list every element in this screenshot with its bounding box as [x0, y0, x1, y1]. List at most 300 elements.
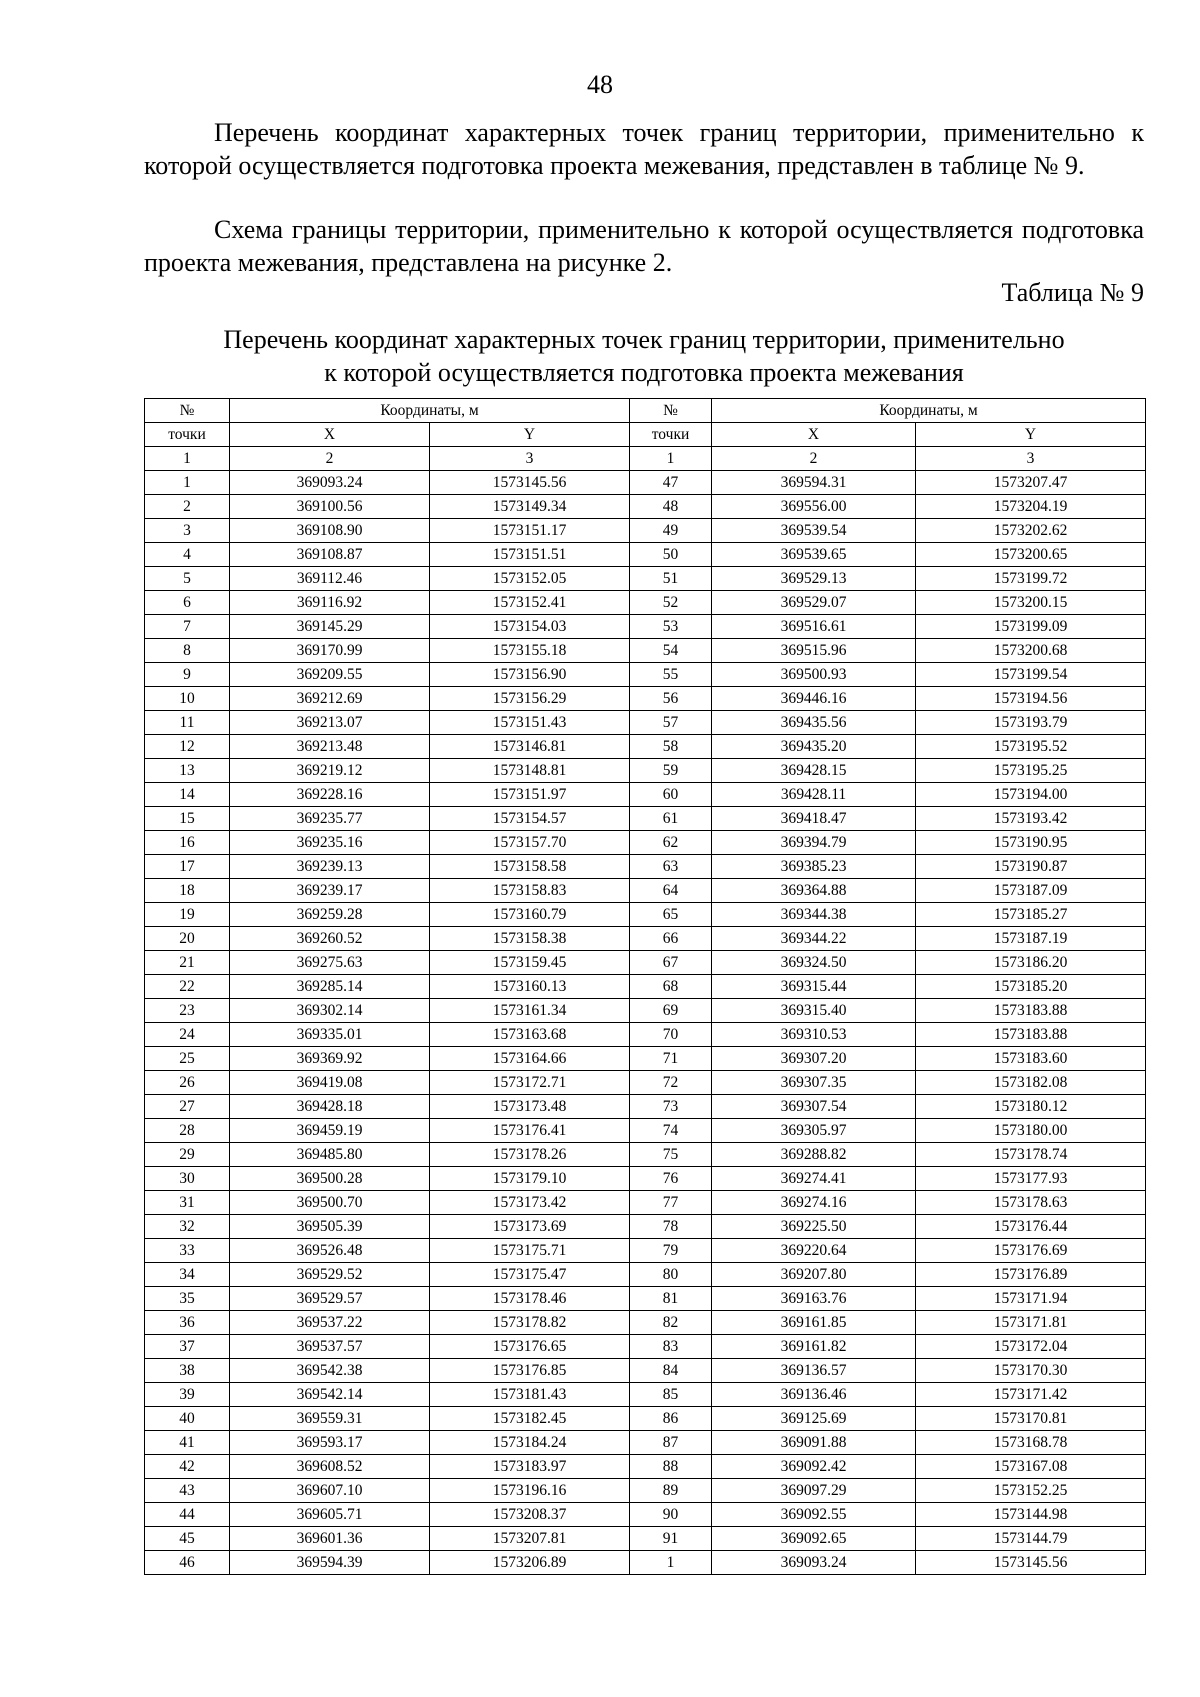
point-number-cell: 85: [630, 1383, 712, 1407]
x-coordinate-cell: 369116.92: [230, 591, 430, 615]
x-coordinate-cell: 369092.42: [712, 1455, 916, 1479]
x-coordinate-cell: 369213.07: [230, 711, 430, 735]
point-number-cell: 27: [145, 1095, 230, 1119]
x-coordinate-cell: 369161.82: [712, 1335, 916, 1359]
column-number-row: [145, 447, 1146, 471]
point-number-cell: 12: [145, 735, 230, 759]
table-row: [145, 1527, 1146, 1551]
x-coordinate-cell: 369594.39: [230, 1551, 430, 1575]
y-coordinate-cell: 1573175.71: [430, 1239, 630, 1263]
x-coordinate-cell: 369235.77: [230, 807, 430, 831]
point-number-cell: 79: [630, 1239, 712, 1263]
x-coordinate-cell: 369315.40: [712, 999, 916, 1023]
x-coordinate-cell: 369593.17: [230, 1431, 430, 1455]
y-coordinate-cell: 1573156.90: [430, 663, 630, 687]
point-number-cell: 16: [145, 831, 230, 855]
table-row: [145, 1095, 1146, 1119]
y-coordinate-cell: 1573195.25: [916, 759, 1146, 783]
point-number-cell: 80: [630, 1263, 712, 1287]
point-number-cell: 91: [630, 1527, 712, 1551]
point-number-cell: 67: [630, 951, 712, 975]
point-number-cell: 70: [630, 1023, 712, 1047]
x-coordinate-cell: 369539.54: [712, 519, 916, 543]
column-number: 3: [430, 447, 630, 471]
point-number-cell: 18: [145, 879, 230, 903]
table-row: [145, 1383, 1146, 1407]
table-row: [145, 1479, 1146, 1503]
point-number-cell: 15: [145, 807, 230, 831]
y-coordinate-cell: 1573154.57: [430, 807, 630, 831]
point-number-cell: 58: [630, 735, 712, 759]
y-coordinate-cell: 1573204.19: [916, 495, 1146, 519]
x-coordinate-cell: 369459.19: [230, 1119, 430, 1143]
header-row-top: [145, 399, 1146, 423]
table-row: [145, 1335, 1146, 1359]
x-coordinate-cell: 369275.63: [230, 951, 430, 975]
table-caption: [144, 323, 1144, 389]
y-coordinate-cell: 1573176.44: [916, 1215, 1146, 1239]
point-number-cell: 75: [630, 1143, 712, 1167]
point-number-cell: 3: [145, 519, 230, 543]
y-coordinate-cell: 1573158.83: [430, 879, 630, 903]
point-number-cell: 38: [145, 1359, 230, 1383]
x-coordinate-cell: 369485.80: [230, 1143, 430, 1167]
x-coordinate-cell: 369529.13: [712, 567, 916, 591]
table-row: [145, 975, 1146, 999]
y-coordinate-cell: 1573155.18: [430, 639, 630, 663]
y-coordinate-cell: 1573183.88: [916, 1023, 1146, 1047]
point-number-cell: 48: [630, 495, 712, 519]
table-row: [145, 759, 1146, 783]
header-y-right: Y: [916, 423, 1146, 447]
y-coordinate-cell: 1573207.47: [916, 471, 1146, 495]
point-number-cell: 31: [145, 1191, 230, 1215]
x-coordinate-cell: 369307.20: [712, 1047, 916, 1071]
x-coordinate-cell: 369428.15: [712, 759, 916, 783]
x-coordinate-cell: 369136.57: [712, 1359, 916, 1383]
point-number-cell: 49: [630, 519, 712, 543]
point-number-cell: 17: [145, 855, 230, 879]
point-number-cell: 8: [145, 639, 230, 663]
point-number-cell: 25: [145, 1047, 230, 1071]
x-coordinate-cell: 369235.16: [230, 831, 430, 855]
table-row: [145, 999, 1146, 1023]
x-coordinate-cell: 369288.82: [712, 1143, 916, 1167]
y-coordinate-cell: 1573159.45: [430, 951, 630, 975]
table-row: [145, 687, 1146, 711]
column-number: 1: [630, 447, 712, 471]
table-row: [145, 567, 1146, 591]
y-coordinate-cell: 1573180.12: [916, 1095, 1146, 1119]
table-label: Таблица № 9: [1001, 278, 1144, 307]
table-row: [145, 1119, 1146, 1143]
x-coordinate-cell: 369145.29: [230, 615, 430, 639]
x-coordinate-cell: 369428.11: [712, 783, 916, 807]
x-coordinate-cell: 369556.00: [712, 495, 916, 519]
point-number-cell: 73: [630, 1095, 712, 1119]
point-number-cell: 24: [145, 1023, 230, 1047]
y-coordinate-cell: 1573172.71: [430, 1071, 630, 1095]
point-number-cell: 71: [630, 1047, 712, 1071]
y-coordinate-cell: 1573172.04: [916, 1335, 1146, 1359]
header-coordinates-left: Координаты, м: [230, 399, 630, 423]
x-coordinate-cell: 369542.14: [230, 1383, 430, 1407]
y-coordinate-cell: 1573173.42: [430, 1191, 630, 1215]
y-coordinate-cell: 1573152.25: [916, 1479, 1146, 1503]
point-number-cell: 88: [630, 1455, 712, 1479]
caption-line-2: к которой осуществляется подготовка проекта межевания: [324, 358, 964, 387]
table-row: [145, 495, 1146, 519]
x-coordinate-cell: 369344.38: [712, 903, 916, 927]
point-number-cell: 76: [630, 1167, 712, 1191]
x-coordinate-cell: 369136.46: [712, 1383, 916, 1407]
y-coordinate-cell: 1573195.52: [916, 735, 1146, 759]
scheme-paragraph: Схема границы территории, применительно к которой осуществляется подготовка проекта межевания, представлена на рисунке 2.: [144, 215, 1144, 277]
caption-line-1: Перечень координат характерных точек границ территории, применительно: [223, 325, 1065, 354]
y-coordinate-cell: 1573185.27: [916, 903, 1146, 927]
table-row: [145, 1023, 1146, 1047]
x-coordinate-cell: 369500.28: [230, 1167, 430, 1191]
y-coordinate-cell: 1573206.89: [430, 1551, 630, 1575]
point-number-cell: 81: [630, 1287, 712, 1311]
point-number-cell: 64: [630, 879, 712, 903]
table-row: [145, 1551, 1146, 1575]
point-number-cell: 51: [630, 567, 712, 591]
point-number-cell: 44: [145, 1503, 230, 1527]
x-coordinate-cell: 369529.07: [712, 591, 916, 615]
coordinates-table: [144, 398, 1146, 1575]
point-number-cell: 77: [630, 1191, 712, 1215]
x-coordinate-cell: 369259.28: [230, 903, 430, 927]
y-coordinate-cell: 1573176.89: [916, 1263, 1146, 1287]
table-row: [145, 519, 1146, 543]
y-coordinate-cell: 1573200.65: [916, 543, 1146, 567]
point-number-cell: 46: [145, 1551, 230, 1575]
table-row: [145, 735, 1146, 759]
point-number-cell: 69: [630, 999, 712, 1023]
x-coordinate-cell: 369219.12: [230, 759, 430, 783]
point-number-cell: 68: [630, 975, 712, 999]
x-coordinate-cell: 369108.87: [230, 543, 430, 567]
table-row: [145, 1455, 1146, 1479]
x-coordinate-cell: 369516.61: [712, 615, 916, 639]
x-coordinate-cell: 369500.70: [230, 1191, 430, 1215]
point-number-cell: 40: [145, 1407, 230, 1431]
table-row: [145, 711, 1146, 735]
table-row: [145, 591, 1146, 615]
y-coordinate-cell: 1573170.30: [916, 1359, 1146, 1383]
y-coordinate-cell: 1573160.13: [430, 975, 630, 999]
y-coordinate-cell: 1573151.51: [430, 543, 630, 567]
x-coordinate-cell: 369274.41: [712, 1167, 916, 1191]
x-coordinate-cell: 369307.35: [712, 1071, 916, 1095]
y-coordinate-cell: 1573199.09: [916, 615, 1146, 639]
table-row: [145, 1191, 1146, 1215]
point-number-cell: 22: [145, 975, 230, 999]
point-number-cell: 84: [630, 1359, 712, 1383]
x-coordinate-cell: 369428.18: [230, 1095, 430, 1119]
x-coordinate-cell: 369607.10: [230, 1479, 430, 1503]
point-number-cell: 13: [145, 759, 230, 783]
y-coordinate-cell: 1573145.56: [916, 1551, 1146, 1575]
point-number-cell: 59: [630, 759, 712, 783]
table-row: [145, 1359, 1146, 1383]
x-coordinate-cell: 369505.39: [230, 1215, 430, 1239]
x-coordinate-cell: 369515.96: [712, 639, 916, 663]
point-number-cell: 56: [630, 687, 712, 711]
y-coordinate-cell: 1573164.66: [430, 1047, 630, 1071]
y-coordinate-cell: 1573158.58: [430, 855, 630, 879]
x-coordinate-cell: 369500.93: [712, 663, 916, 687]
x-coordinate-cell: 369209.55: [230, 663, 430, 687]
point-number-cell: 83: [630, 1335, 712, 1359]
x-coordinate-cell: 369220.64: [712, 1239, 916, 1263]
y-coordinate-cell: 1573199.72: [916, 567, 1146, 591]
y-coordinate-cell: 1573200.68: [916, 639, 1146, 663]
x-coordinate-cell: 369285.14: [230, 975, 430, 999]
x-coordinate-cell: 369170.99: [230, 639, 430, 663]
table-row: [145, 1407, 1146, 1431]
y-coordinate-cell: 1573196.16: [430, 1479, 630, 1503]
x-coordinate-cell: 369605.71: [230, 1503, 430, 1527]
x-coordinate-cell: 369419.08: [230, 1071, 430, 1095]
y-coordinate-cell: 1573148.81: [430, 759, 630, 783]
point-number-cell: 7: [145, 615, 230, 639]
y-coordinate-cell: 1573187.09: [916, 879, 1146, 903]
point-number-cell: 45: [145, 1527, 230, 1551]
x-coordinate-cell: 369207.80: [712, 1263, 916, 1287]
table-row: [145, 1431, 1146, 1455]
y-coordinate-cell: 1573178.63: [916, 1191, 1146, 1215]
point-number-cell: 57: [630, 711, 712, 735]
y-coordinate-cell: 1573151.97: [430, 783, 630, 807]
point-number-cell: 1: [145, 471, 230, 495]
y-coordinate-cell: 1573193.42: [916, 807, 1146, 831]
y-coordinate-cell: 1573176.85: [430, 1359, 630, 1383]
x-coordinate-cell: 369093.24: [712, 1551, 916, 1575]
point-number-cell: 2: [145, 495, 230, 519]
x-coordinate-cell: 369112.46: [230, 567, 430, 591]
column-number: 1: [145, 447, 230, 471]
x-coordinate-cell: 369092.65: [712, 1527, 916, 1551]
y-coordinate-cell: 1573178.82: [430, 1311, 630, 1335]
x-coordinate-cell: 369385.23: [712, 855, 916, 879]
y-coordinate-cell: 1573202.62: [916, 519, 1146, 543]
y-coordinate-cell: 1573183.88: [916, 999, 1146, 1023]
point-number-cell: 14: [145, 783, 230, 807]
x-coordinate-cell: 369093.24: [230, 471, 430, 495]
point-number-cell: 19: [145, 903, 230, 927]
x-coordinate-cell: 369302.14: [230, 999, 430, 1023]
header-point-label-right: точки: [630, 423, 712, 447]
y-coordinate-cell: 1573173.48: [430, 1095, 630, 1119]
y-coordinate-cell: 1573152.05: [430, 567, 630, 591]
table-row: [145, 903, 1146, 927]
x-coordinate-cell: 369307.54: [712, 1095, 916, 1119]
point-number-cell: 6: [145, 591, 230, 615]
point-number-cell: 82: [630, 1311, 712, 1335]
point-number-cell: 65: [630, 903, 712, 927]
table-row: [145, 807, 1146, 831]
point-number-cell: 78: [630, 1215, 712, 1239]
x-coordinate-cell: 369092.55: [712, 1503, 916, 1527]
point-number-cell: 42: [145, 1455, 230, 1479]
point-number-cell: 53: [630, 615, 712, 639]
table-row: [145, 1239, 1146, 1263]
x-coordinate-cell: 369228.16: [230, 783, 430, 807]
point-number-cell: 47: [630, 471, 712, 495]
y-coordinate-cell: 1573161.34: [430, 999, 630, 1023]
x-coordinate-cell: 369163.76: [712, 1287, 916, 1311]
point-number-cell: 11: [145, 711, 230, 735]
y-coordinate-cell: 1573194.56: [916, 687, 1146, 711]
column-number: 3: [916, 447, 1146, 471]
y-coordinate-cell: 1573185.20: [916, 975, 1146, 999]
y-coordinate-cell: 1573190.95: [916, 831, 1146, 855]
y-coordinate-cell: 1573182.45: [430, 1407, 630, 1431]
y-coordinate-cell: 1573182.08: [916, 1071, 1146, 1095]
y-coordinate-cell: 1573193.79: [916, 711, 1146, 735]
y-coordinate-cell: 1573157.70: [430, 831, 630, 855]
point-number-cell: 33: [145, 1239, 230, 1263]
point-number-cell: 1: [630, 1551, 712, 1575]
x-coordinate-cell: 369324.50: [712, 951, 916, 975]
table-row: [145, 951, 1146, 975]
y-coordinate-cell: 1573176.41: [430, 1119, 630, 1143]
x-coordinate-cell: 369213.48: [230, 735, 430, 759]
point-number-cell: 52: [630, 591, 712, 615]
header-row-bottom: [145, 423, 1146, 447]
point-number-cell: 60: [630, 783, 712, 807]
y-coordinate-cell: 1573149.34: [430, 495, 630, 519]
table-row: [145, 1311, 1146, 1335]
point-number-cell: 9: [145, 663, 230, 687]
y-coordinate-cell: 1573146.81: [430, 735, 630, 759]
point-number-cell: 5: [145, 567, 230, 591]
page-number: 48: [587, 70, 613, 99]
point-number-cell: 41: [145, 1431, 230, 1455]
y-coordinate-cell: 1573171.42: [916, 1383, 1146, 1407]
column-number: 2: [712, 447, 916, 471]
x-coordinate-cell: 369344.22: [712, 927, 916, 951]
table-row: [145, 1503, 1146, 1527]
header-point-label-left: точки: [145, 423, 230, 447]
x-coordinate-cell: 369108.90: [230, 519, 430, 543]
point-number-cell: 10: [145, 687, 230, 711]
x-coordinate-cell: 369100.56: [230, 495, 430, 519]
x-coordinate-cell: 369526.48: [230, 1239, 430, 1263]
y-coordinate-cell: 1573199.54: [916, 663, 1146, 687]
x-coordinate-cell: 369161.85: [712, 1311, 916, 1335]
y-coordinate-cell: 1573178.26: [430, 1143, 630, 1167]
x-coordinate-cell: 369274.16: [712, 1191, 916, 1215]
point-number-cell: 21: [145, 951, 230, 975]
table-row: [145, 855, 1146, 879]
y-coordinate-cell: 1573187.19: [916, 927, 1146, 951]
y-coordinate-cell: 1573200.15: [916, 591, 1146, 615]
x-coordinate-cell: 369212.69: [230, 687, 430, 711]
table-row: [145, 639, 1146, 663]
table-row: [145, 1143, 1146, 1167]
x-coordinate-cell: 369305.97: [712, 1119, 916, 1143]
y-coordinate-cell: 1573152.41: [430, 591, 630, 615]
y-coordinate-cell: 1573184.24: [430, 1431, 630, 1455]
x-coordinate-cell: 369091.88: [712, 1431, 916, 1455]
point-number-cell: 43: [145, 1479, 230, 1503]
point-number-cell: 39: [145, 1383, 230, 1407]
x-coordinate-cell: 369446.16: [712, 687, 916, 711]
coordinates-body: [145, 471, 1146, 1575]
point-number-cell: 26: [145, 1071, 230, 1095]
point-number-cell: 35: [145, 1287, 230, 1311]
y-coordinate-cell: 1573173.69: [430, 1215, 630, 1239]
y-coordinate-cell: 1573170.81: [916, 1407, 1146, 1431]
y-coordinate-cell: 1573177.93: [916, 1167, 1146, 1191]
y-coordinate-cell: 1573151.43: [430, 711, 630, 735]
x-coordinate-cell: 369542.38: [230, 1359, 430, 1383]
table-row: [145, 1071, 1146, 1095]
point-number-cell: 55: [630, 663, 712, 687]
point-number-cell: 23: [145, 999, 230, 1023]
x-coordinate-cell: 369608.52: [230, 1455, 430, 1479]
y-coordinate-cell: 1573180.00: [916, 1119, 1146, 1143]
y-coordinate-cell: 1573163.68: [430, 1023, 630, 1047]
x-coordinate-cell: 369364.88: [712, 879, 916, 903]
y-coordinate-cell: 1573186.20: [916, 951, 1146, 975]
y-coordinate-cell: 1573158.38: [430, 927, 630, 951]
y-coordinate-cell: 1573190.87: [916, 855, 1146, 879]
table-row: [145, 1215, 1146, 1239]
point-number-cell: 54: [630, 639, 712, 663]
header-y-left: Y: [430, 423, 630, 447]
y-coordinate-cell: 1573208.37: [430, 1503, 630, 1527]
y-coordinate-cell: 1573156.29: [430, 687, 630, 711]
y-coordinate-cell: 1573183.97: [430, 1455, 630, 1479]
y-coordinate-cell: 1573167.08: [916, 1455, 1146, 1479]
y-coordinate-cell: 1573151.17: [430, 519, 630, 543]
x-coordinate-cell: 369529.52: [230, 1263, 430, 1287]
point-number-cell: 86: [630, 1407, 712, 1431]
y-coordinate-cell: 1573171.81: [916, 1311, 1146, 1335]
x-coordinate-cell: 369315.44: [712, 975, 916, 999]
y-coordinate-cell: 1573194.00: [916, 783, 1146, 807]
y-coordinate-cell: 1573183.60: [916, 1047, 1146, 1071]
x-coordinate-cell: 369335.01: [230, 1023, 430, 1047]
x-coordinate-cell: 369537.22: [230, 1311, 430, 1335]
x-coordinate-cell: 369369.92: [230, 1047, 430, 1071]
x-coordinate-cell: 369594.31: [712, 471, 916, 495]
y-coordinate-cell: 1573154.03: [430, 615, 630, 639]
x-coordinate-cell: 369225.50: [712, 1215, 916, 1239]
table-row: [145, 879, 1146, 903]
point-number-cell: 36: [145, 1311, 230, 1335]
table-row: [145, 1047, 1146, 1071]
point-number-cell: 34: [145, 1263, 230, 1287]
x-coordinate-cell: 369529.57: [230, 1287, 430, 1311]
x-coordinate-cell: 369125.69: [712, 1407, 916, 1431]
table-row: [145, 831, 1146, 855]
y-coordinate-cell: 1573144.79: [916, 1527, 1146, 1551]
x-coordinate-cell: 369418.47: [712, 807, 916, 831]
point-number-cell: 62: [630, 831, 712, 855]
x-coordinate-cell: 369239.17: [230, 879, 430, 903]
x-coordinate-cell: 369601.36: [230, 1527, 430, 1551]
point-number-cell: 63: [630, 855, 712, 879]
y-coordinate-cell: 1573178.46: [430, 1287, 630, 1311]
y-coordinate-cell: 1573145.56: [430, 471, 630, 495]
point-number-cell: 20: [145, 927, 230, 951]
table-row: [145, 1287, 1146, 1311]
